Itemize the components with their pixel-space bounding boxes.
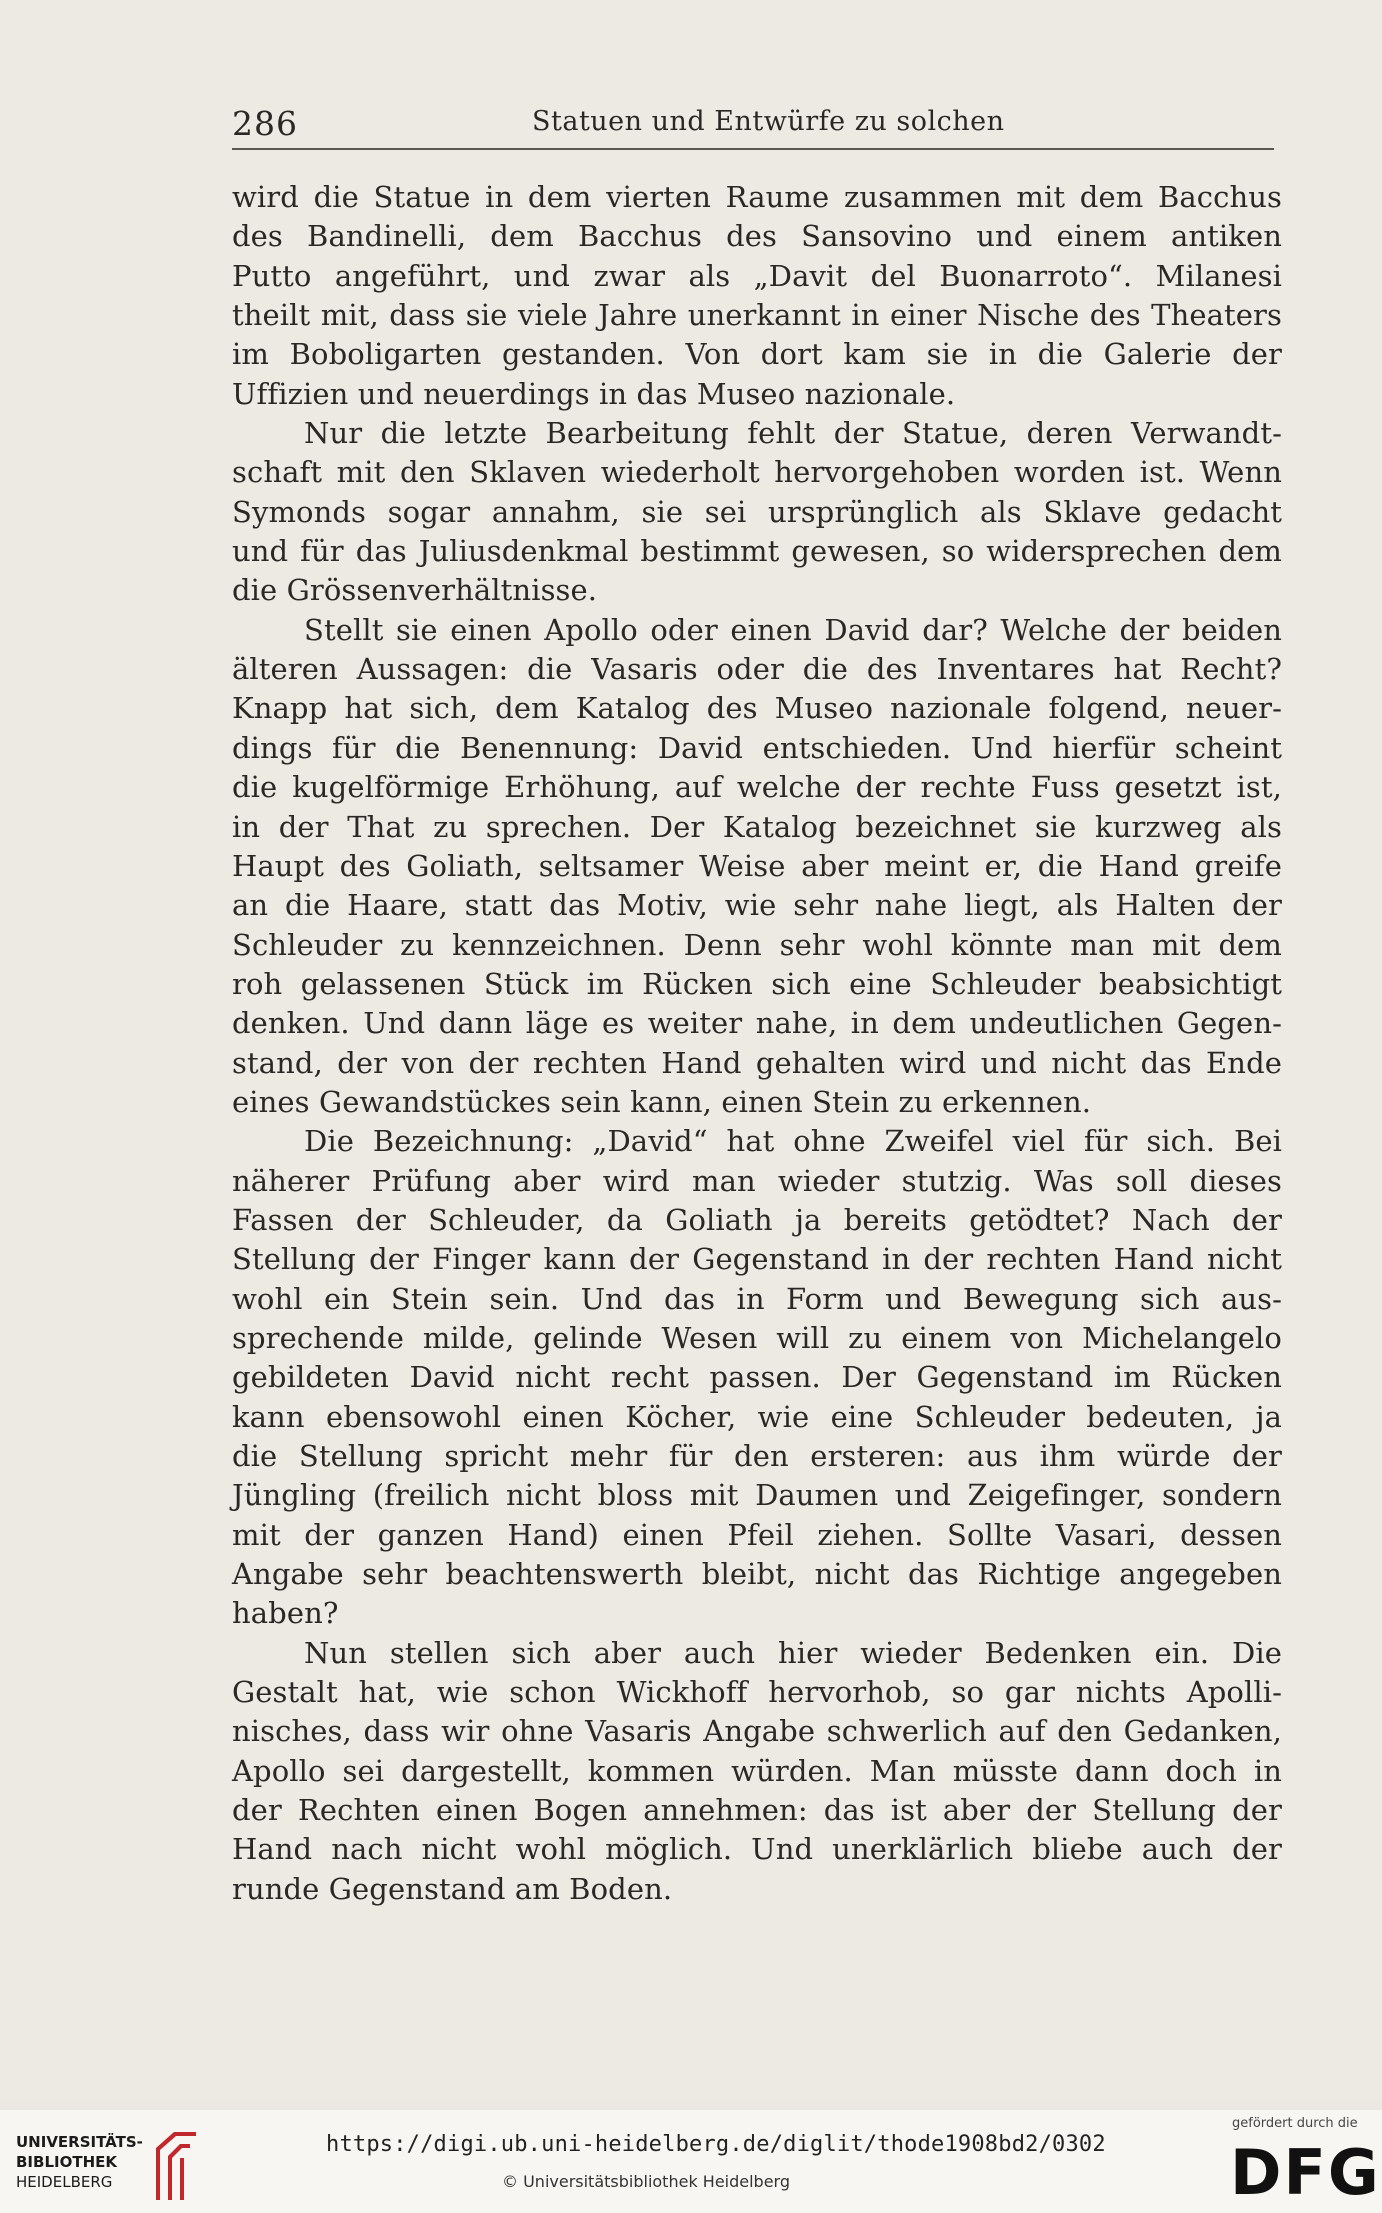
- text-line: runde Gegenstand am Boden.: [232, 1871, 673, 1906]
- text-line: und für das Juliusdenkmal bestimmt gewesen, so widersprechen dem: [232, 534, 1282, 569]
- text-line: Schleuder zu kennzeichnen. Denn sehr wohl könnte man mit dem: [232, 927, 1282, 962]
- header-rule: [232, 148, 1274, 150]
- text-line: Hand nach nicht wohl möglich. Und unerklärlich bliebe auch der: [232, 1832, 1282, 1867]
- text-line: in der That zu sprechen. Der Katalog bezeichnet sie kurzweg als: [232, 809, 1282, 844]
- text-line: theilt mit, dass sie viele Jahre unerkannt in einer Nische des Theaters: [232, 298, 1282, 333]
- text-line: kann ebensowohl einen Köcher, wie eine Schleuder bedeuten, ja: [232, 1399, 1282, 1434]
- text-line: älteren Aussagen: die Vasaris oder die des Inventares hat Recht?: [232, 652, 1282, 687]
- text-line: Apollo sei dargestellt, kommen würden. Man müsste dann doch in: [232, 1753, 1282, 1788]
- running-title: Statuen und Entwürfe zu solchen: [532, 106, 1005, 137]
- text-line: Angabe sehr beachtenswerth bleibt, nicht das Richtige angegeben: [232, 1557, 1282, 1592]
- text-line: mit der ganzen Hand) einen Pfeil ziehen. Sollte Vasari, dessen: [232, 1517, 1282, 1552]
- text-line: näherer Prüfung aber wird man wieder stutzig. Was soll dieses: [232, 1163, 1282, 1198]
- body-text: [232, 178, 1282, 1909]
- library-name-line1: UNIVERSITÄTS-: [16, 2133, 143, 2151]
- text-line: Nun stellen sich aber auch hier wieder Bedenken ein. Die: [304, 1635, 1282, 1670]
- text-line: eines Gewandstückes sein kann, einen Stein zu erkennen.: [232, 1084, 1092, 1119]
- text-line: Die Bezeichnung: „David“ hat ohne Zweifel viel für sich. Bei: [304, 1124, 1282, 1159]
- text-line: Gestalt hat, wie schon Wickhoff hervorhob, so gar nichts Apolli-: [232, 1675, 1282, 1710]
- funder-label: gefördert durch die: [1232, 2116, 1358, 2131]
- text-line: Stellung der Finger kann der Gegenstand in der rechten Hand nicht: [232, 1242, 1282, 1277]
- text-line: sprechende milde, gelinde Wesen will zu einem von Michelangelo: [232, 1320, 1282, 1355]
- text-line: denken. Und dann läge es weiter nahe, in dem undeutlichen Gegen-: [232, 1006, 1282, 1041]
- text-line: Stellt sie einen Apollo oder einen David dar? Welche der beiden: [304, 612, 1282, 647]
- text-line: roh gelassenen Stück im Rücken sich eine Schleuder beabsichtigt: [232, 966, 1282, 1001]
- text-line: Fassen der Schleuder, da Goliath ja bereits getödtet? Nach der: [232, 1202, 1282, 1237]
- text-line: wird die Statue in dem vierten Raume zusammen mit dem Bacchus: [232, 180, 1282, 214]
- text-line: die Stellung spricht mehr für den ersteren: aus ihm würde der: [232, 1439, 1282, 1473]
- text-line: Nur die letzte Bearbeitung fehlt der Statue, deren Verwandt-: [304, 416, 1282, 451]
- text-line: dings für die Benennung: David entschieden. Und hierfür scheint: [232, 730, 1282, 765]
- text-line: die Grössenverhältnisse.: [232, 573, 598, 608]
- page-header: [232, 104, 1272, 146]
- text-line: Symonds sogar annahm, sie sei ursprünglich als Sklave gedacht: [232, 494, 1282, 529]
- library-name-line3: HEIDELBERG: [16, 2173, 113, 2191]
- text-line: schaft mit den Sklaven wiederholt hervorgehoben worden ist. Wenn: [232, 455, 1282, 490]
- text-line: der Rechten einen Bogen annehmen: das ist aber der Stellung der: [232, 1793, 1282, 1828]
- permalink-url[interactable]: https://digi.ub.uni-heidelberg.de/diglit/thode1908bd2/0302: [326, 2132, 1106, 2157]
- text-line: des Bandinelli, dem Bacchus des Sansovino und einem antiken: [232, 219, 1282, 254]
- text-line: im Boboligarten gestanden. Von dort kam sie in die Galerie der: [232, 337, 1282, 372]
- text-line: Knapp hat sich, dem Katalog des Museo nazionale folgend, neuer-: [232, 691, 1282, 726]
- copyright-notice: © Universitätsbibliothek Heidelberg: [502, 2172, 791, 2191]
- text-line: Jüngling (freilich nicht bloss mit Daumen und Zeigefinger, sondern: [232, 1478, 1282, 1513]
- text-line: gebildeten David nicht recht passen. Der Gegenstand im Rücken: [232, 1360, 1282, 1395]
- text-line: Putto angeführt, und zwar als „Davit del Buonarroto“. Milanesi: [232, 258, 1282, 293]
- library-name: [16, 2132, 143, 2192]
- text-line: Uffizien und neuerdings in das Museo nazionale.: [232, 376, 956, 411]
- university-library-logo[interactable]: [16, 2132, 196, 2202]
- text-line: haben?: [232, 1596, 339, 1631]
- text-line: die kugelförmige Erhöhung, auf welche der rechte Fuss gesetzt ist,: [232, 770, 1282, 805]
- text-line: stand, der von der rechten Hand gehalten wird und nicht das Ende: [232, 1045, 1282, 1080]
- library-name-line2: BIBLIOTHEK: [16, 2153, 117, 2171]
- text-line: wohl ein Stein sein. Und das in Form und Bewegung sich aus-: [232, 1281, 1282, 1316]
- footer-bar: [0, 2110, 1382, 2213]
- text-line: an die Haare, statt das Motiv, wie sehr nahe liegt, als Halten der: [232, 888, 1282, 923]
- text-line: Haupt des Goliath, seltsamer Weise aber meint er, die Hand greife: [232, 848, 1282, 883]
- text-line: nisches, dass wir ohne Vasaris Angabe schwerlich auf den Gedanken,: [232, 1714, 1282, 1749]
- library-emblem-icon: [150, 2128, 202, 2204]
- page-number: 286: [232, 104, 298, 143]
- dfg-logo[interactable]: DFG: [1230, 2136, 1381, 2209]
